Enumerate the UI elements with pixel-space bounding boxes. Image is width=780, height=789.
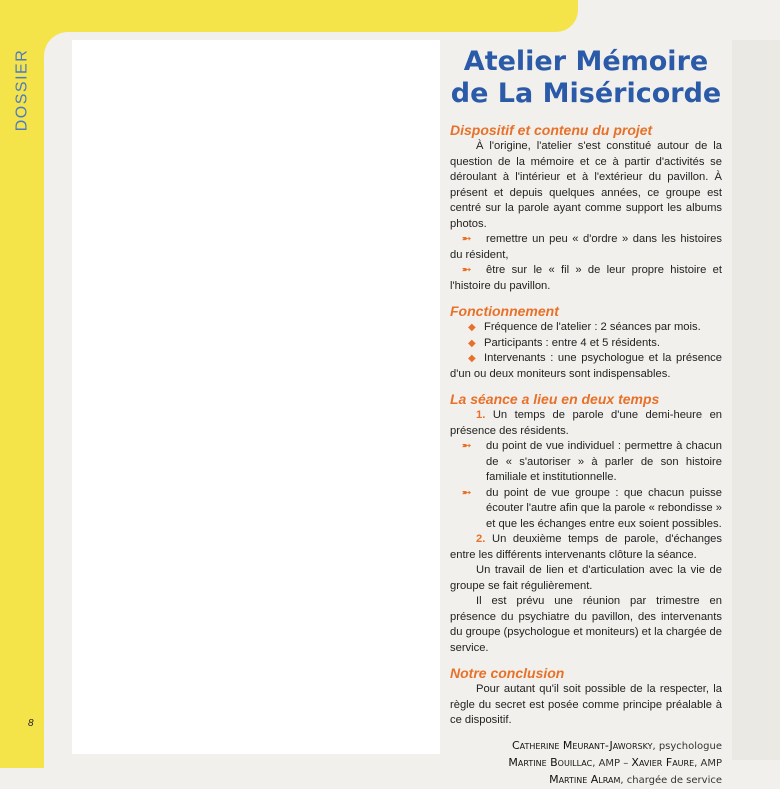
signature-role: AMP <box>700 757 722 769</box>
signature-separator: , <box>694 757 701 769</box>
right-page-edge <box>732 40 780 760</box>
title-line-1: Atelier Mémoire <box>463 46 709 77</box>
fonctionnement-item-1-text: Fréquence de l'atelier : 2 séances par mois. <box>484 321 701 333</box>
seance-point-1-text: Un temps de parole d'une demi-heure en présence des résidents. <box>450 409 723 437</box>
signature-role: chargée de service <box>626 774 722 786</box>
section-label-text: DOSSIER <box>13 48 31 132</box>
heading-seance: La séance a lieu en deux temps <box>450 391 660 407</box>
fonctionnement-item-2-text: Participants : entre 4 et 5 résidents. <box>484 336 660 349</box>
seance-sub-1-text: du point de vue individuel : permettre à chacun de « s'autoriser » à parler de son histoire familiale et institutionnelle. <box>486 440 722 483</box>
signature-name: Martine Bouillac <box>508 755 593 769</box>
top-yellow-band <box>0 0 578 32</box>
heading-dispositif: Dispositif et contenu du projet <box>450 122 653 138</box>
diamond-icon: ◆ <box>468 322 476 333</box>
dispositif-item-1 <box>450 232 722 263</box>
section-conclusion <box>450 665 722 729</box>
signature-line-2 <box>450 755 722 772</box>
dispositif-item-1-text: remettre un peu « d'ordre » dans les histoires du résident, <box>450 233 722 261</box>
dispositif-item-2 <box>450 263 722 294</box>
heading-conclusion: Notre conclusion <box>450 665 565 681</box>
fonctionnement-item-1 <box>450 320 722 336</box>
diamond-icon: ◆ <box>468 337 476 349</box>
number-2: 2. <box>476 533 486 545</box>
section-label <box>4 40 40 140</box>
section-seance <box>450 391 722 656</box>
fonctionnement-item-2 <box>450 336 722 352</box>
signature-line-1 <box>450 738 722 755</box>
signature-name: Martine Alram <box>549 772 621 786</box>
seance-point-1 <box>450 408 722 439</box>
blank-photo-area <box>72 40 440 754</box>
section-dispositif <box>450 122 722 294</box>
signature-separator: , <box>592 757 599 769</box>
signature-separator: – <box>620 757 632 769</box>
title-line-2: de La Miséricorde <box>450 78 722 109</box>
seance-point-2 <box>450 532 722 563</box>
signature-name: Catherine Meurant-Jaworsky <box>511 738 653 752</box>
article <box>450 46 722 789</box>
diamond-icon: ◆ <box>468 353 476 364</box>
signature-role: AMP <box>598 757 621 769</box>
seance-sub-2 <box>450 486 722 533</box>
signatures <box>450 738 722 789</box>
arrow-icon: ➵ <box>462 264 472 276</box>
signature-role: psychologue <box>658 740 722 752</box>
fonctionnement-item-3-text: Intervenants : une psychologue et la présence d'un ou deux moniteurs sont indispensables. <box>450 352 722 380</box>
article-title <box>450 46 722 110</box>
number-1: 1. <box>476 409 486 421</box>
signature-name: Xavier Faure <box>631 755 695 769</box>
fonctionnement-item-3 <box>450 351 722 382</box>
signature-line-3 <box>450 772 722 789</box>
seance-sub-2-text: du point de vue groupe : que chacun puisse écouter l'autre afin que la parole « rebondisse » et que les échanges entre eux soient possibles. <box>486 486 722 530</box>
heading-fonctionnement: Fonctionnement <box>450 303 559 319</box>
dispositif-item-2-text: être sur le « fil » de leur propre histoire et l'histoire du pavillon. <box>450 264 722 292</box>
seance-paragraph-1: Un travail de lien et d'articulation avec la vie de groupe se fait régulièrement. <box>450 564 722 592</box>
arrow-icon: ➵ <box>462 233 472 245</box>
seance-point-2-text: Un deuxième temps de parole, d'échanges entre les différents intervenants clôture la séance. <box>450 533 722 561</box>
conclusion-paragraph: Pour autant qu'il soit possible de la respecter, la règle du secret est posée comme principe préalable à ce dispositif. <box>450 683 722 726</box>
seance-sub-1 <box>450 439 722 486</box>
dispositif-paragraph: À l'origine, l'atelier s'est constitué autour de la question de la mémoire et ce à partir d'activités se déroulant à l'intérieur et à l'extérieur du pavillon. À présent et depuis quelques années, ce groupe est centré sur la parole ayant comme support les albums photos. <box>450 140 722 230</box>
signature-separator: , <box>652 740 659 752</box>
signature-separator: , <box>620 774 627 786</box>
arrow-icon: ➵ <box>462 440 472 452</box>
seance-paragraph-2: Il est prévu une réunion par trimestre en présence du psychiatre du pavillon, des intervenants du groupe (psychologue et moniteurs) et la chargée de service. <box>450 595 722 654</box>
page-number: 8 <box>28 718 34 729</box>
section-fonctionnement <box>450 303 722 382</box>
arrow-icon: ➵ <box>462 486 472 499</box>
